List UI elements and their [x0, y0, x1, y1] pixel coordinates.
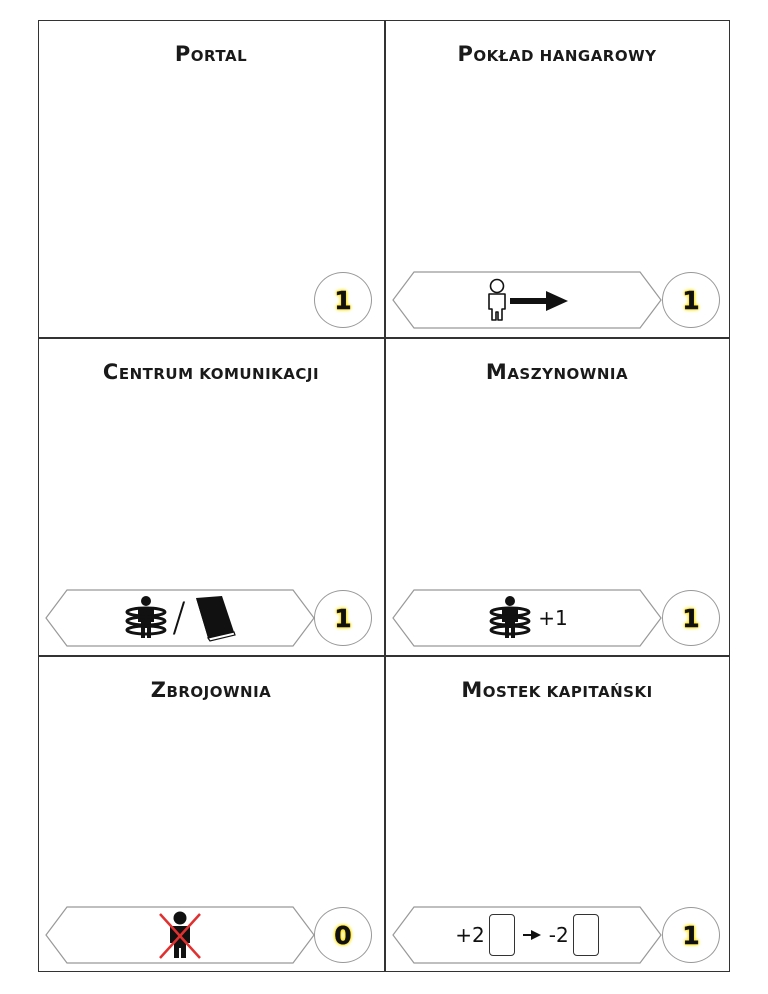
action-value-lose: -2 — [548, 923, 569, 947]
room-action[interactable] — [45, 906, 315, 964]
room-count: 1 — [682, 920, 700, 950]
swirl-person-icon — [486, 594, 534, 642]
person-crossed-out-icon — [157, 910, 203, 960]
card-icon — [573, 914, 599, 956]
room-title: ZBROJOWNIA — [150, 678, 272, 702]
book-icon — [188, 594, 238, 642]
room-title: MASZYNOWNIA — [485, 360, 629, 384]
swirl-person-icon — [122, 594, 170, 642]
room-tile-bridge[interactable] — [384, 656, 730, 973]
action-value: +1 — [538, 606, 568, 630]
room-tile-armory[interactable] — [38, 656, 384, 973]
room-action[interactable] — [392, 906, 662, 964]
room-count: 1 — [334, 285, 352, 315]
room-count: 1 — [682, 603, 700, 633]
person-outline-arrow-right-icon — [482, 277, 572, 323]
room-count: 1 — [682, 285, 700, 315]
room-tile-communication-center[interactable] — [38, 338, 384, 655]
room-count-badge — [662, 907, 720, 963]
room-count-badge — [662, 272, 720, 328]
room-count: 0 — [334, 920, 352, 950]
room-title: PORTAL — [174, 42, 248, 66]
room-title: CENTRUM KOMUNIKACJI — [102, 360, 320, 384]
room-action[interactable] — [392, 589, 662, 647]
room-tile-engine-room[interactable] — [384, 338, 730, 655]
arrow-right-icon — [521, 928, 543, 942]
action-value-gain: +2 — [455, 923, 485, 947]
room-tile-hangar[interactable] — [384, 20, 730, 337]
room-count-badge — [314, 590, 372, 646]
card-icon — [489, 914, 515, 956]
room-count: 1 — [334, 603, 352, 633]
room-count-badge — [314, 907, 372, 963]
room-action[interactable] — [392, 271, 662, 329]
room-title: MOSTEK KAPITAŃSKI — [461, 678, 653, 702]
room-title: POKŁAD HANGAROWY — [457, 42, 657, 66]
room-count-badge — [314, 272, 372, 328]
room-count-badge — [662, 590, 720, 646]
action-separator: / — [172, 595, 186, 641]
room-tile-portal[interactable] — [38, 20, 384, 337]
room-action[interactable] — [45, 589, 315, 647]
